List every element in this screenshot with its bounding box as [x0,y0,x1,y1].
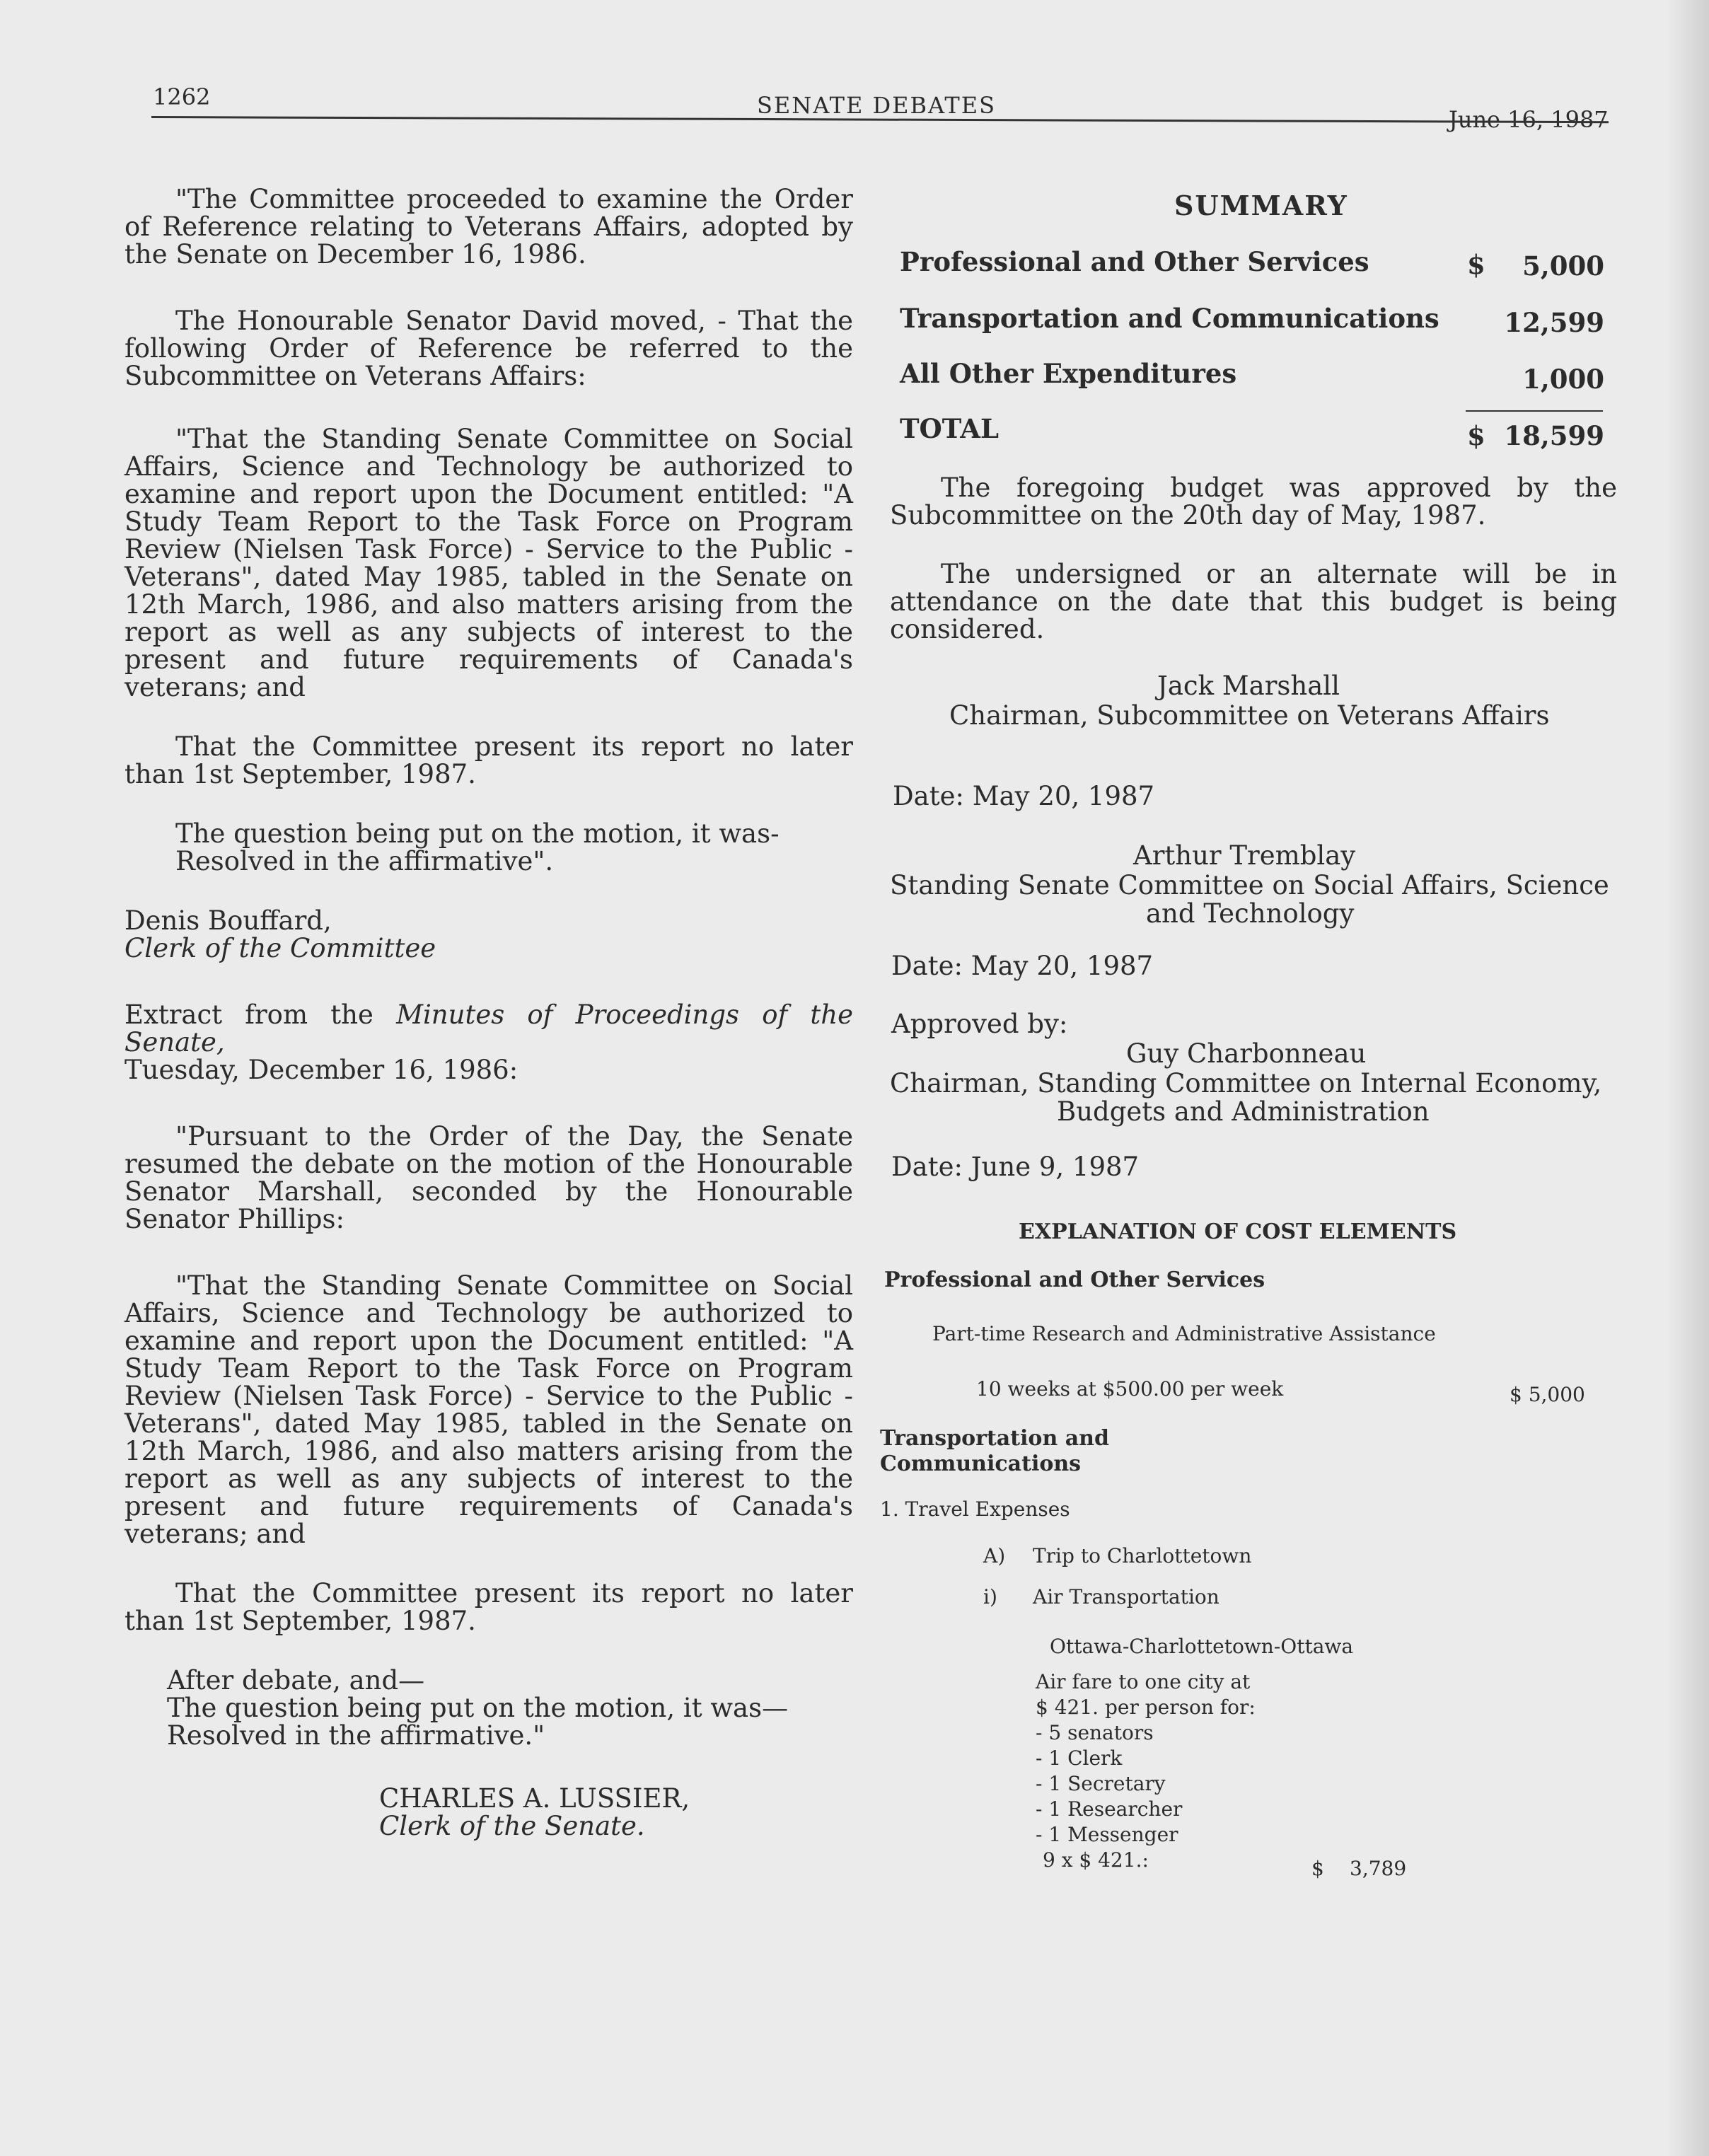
signature-title: and Technology [1146,898,1355,929]
signature-title: Clerk of the Committee [124,933,436,963]
text-line: After debate, and— [167,1665,425,1696]
paragraph: "Pursuant to the Order of the Day, the Senate resumed the debate on the motion of the Honourable Senator Marshall, seconded by the Honourable Senator Phillips: [124,1121,853,1234]
fare-line: - 1 Messenger [1036,1823,1178,1846]
total-amount: 18,599 [1504,420,1604,451]
signature-date: Date: May 20, 1987 [891,951,1154,981]
cost-amount: $ 5,000 [1510,1383,1585,1406]
paragraph: The Honourable Senator David moved, - That the following Order of Reference be referred to the Subcommittee on Veterans Affairs: [124,306,853,391]
page-edge-shadow [1667,0,1709,2156]
approved-by-label: Approved by: [891,1009,1068,1039]
cost-calculation: 10 weeks at $500.00 per week [976,1377,1284,1401]
section-heading: Communications [880,1451,1082,1476]
signature-title: Clerk of the Senate. [379,1811,645,1841]
cost-item: Air Transportation [1033,1585,1220,1609]
extract-prefix: Extract from the [124,999,397,1030]
summary-amount: 12,599 [1504,307,1604,338]
extract-source: Minutes of Proceedings of the Senate, [124,999,854,1057]
paragraph: That the Committee present its report no later than 1st September, 1987. [124,731,853,789]
text-line: Resolved in the affirmative." [167,1720,545,1751]
signature-title: Chairman, Subcommittee on Veterans Affairs [949,700,1550,731]
route: Ottawa-Charlottetown-Ottawa [1050,1635,1354,1658]
fare-currency: $ [1311,1857,1324,1880]
cost-item: 1. Travel Expenses [880,1497,1070,1521]
section-heading: Professional and Other Services [884,1268,1265,1292]
section-heading: Transportation and [880,1426,1109,1451]
signature-date: Date: May 20, 1987 [893,781,1155,811]
signature-name: Denis Bouffard, [124,905,332,936]
attendance-paragraph: The undersigned or an alternate will be in attendance on the date that this budget is being considered. [890,559,1617,644]
summary-currency: $ [1467,249,1485,280]
text-line: Resolved in the affirmative". [175,846,554,876]
total-currency: $ [1467,420,1485,451]
publication-title: SENATE DEBATES [757,92,997,119]
page-number: 1262 [153,83,211,110]
fare-calculation: 9 x $ 421.: [1043,1848,1149,1872]
summary-amount: 5,000 [1522,250,1604,282]
signature-date: Date: June 9, 1987 [891,1152,1140,1182]
paragraph: That the Committee present its report no later than 1st September, 1987. [124,1578,853,1636]
signature-name: Guy Charbonneau [1126,1038,1367,1069]
fare-details [1036,1669,1256,1873]
explanation-title: EXPLANATION OF COST ELEMENTS [1019,1219,1457,1244]
left-column [124,185,853,1840]
cost-item: Trip to Charlottetown [1033,1544,1252,1567]
cost-item: Part-time Research and Administrative Assistance [932,1322,1436,1345]
fare-line: - 1 Clerk [1036,1746,1123,1770]
paragraph [124,820,853,875]
signature-title: Chairman, Standing Committee on Internal Economy, [890,1068,1602,1099]
summary-label: Professional and Other Services [900,246,1369,277]
fare-line: - 1 Researcher [1036,1797,1183,1821]
summary-title: SUMMARY [1174,190,1348,221]
paragraph: "The Committee proceeded to examine the Order of Reference relating to Veterans Affairs, adopted by the Senate on December 16, 1986. [124,184,853,270]
text-line: The question being put on the motion, it was- [175,818,780,849]
total-label: TOTAL [900,413,999,444]
fare-line: - 1 Secretary [1036,1772,1166,1795]
summary-amount: 1,000 [1522,364,1604,395]
fare-line: - 5 senators [1036,1721,1154,1744]
signature-name: Arthur Tremblay [1133,840,1356,871]
list-marker: A) [983,1544,1006,1567]
list-marker: i) [983,1585,997,1609]
text-line: The question being put on the motion, it was— [167,1693,789,1723]
signature-title: Budgets and Administration [1057,1096,1430,1127]
summary-label: All Other Expenditures [900,358,1237,389]
fare-line: Air fare to one city at [1036,1670,1251,1693]
fare-amount: 3,789 [1350,1857,1407,1880]
paragraph: "That the Standing Senate Committee on Social Affairs, Science and Technology be authorized to examine and report upon the Document entitled: "A Study Team Report to the Task Force on Program Review (Nielsen Task Force) - Service to the Public - Veterans", dated May 1985, tabled in the Senate on 12th March, 1986, and also matters arising from the report as well as any subjects of interest to the present and future requirements of Canada's veterans; and [124,1270,853,1549]
extract-heading [124,1001,853,1084]
paragraph [124,1667,853,1749]
paragraph: "That the Standing Senate Committee on Social Affairs, Science and Technology be authorized to examine and report upon the Document entitled: "A Study Team Report to the Task Force on Program Review (Nielsen Task Force) - Service to the Public - Veterans", dated May 1985, tabled in the Senate on 12th March, 1986, and also matters arising from the report as well as any subjects of interest to the present and future requirements of Canada's veterans; and [124,424,853,702]
summary-label: Transportation and Communications [900,303,1439,334]
total-rule [1466,410,1603,412]
signature-title: Standing Senate Committee on Social Affairs, Science [890,870,1609,900]
signature-name: CHARLES A. LUSSIER, [379,1783,690,1814]
extract-date: Tuesday, December 16, 1986: [124,1055,519,1085]
approval-paragraph: The foregoing budget was approved by the Subcommittee on the 20th day of May, 1987. [890,473,1617,531]
header-date: June 16, 1987 [1449,106,1609,133]
signature-name: Jack Marshall [1157,671,1340,701]
fare-line: $ 421. per person for: [1036,1696,1256,1719]
